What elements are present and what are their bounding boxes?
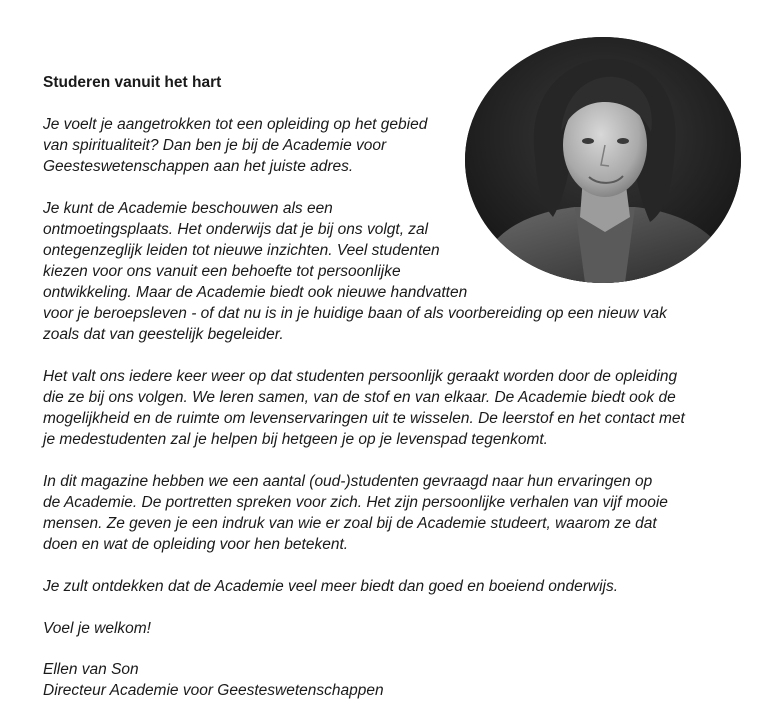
paragraph-1-line-1: Je voelt je aangetrokken tot een opleiding op het gebied [43,116,428,133]
paragraph-2-line-6: voor je beroepsleven - of dat nu is in je huidige baan of als voorbereiding op een nieuw vak [43,305,667,322]
paragraph-3-line-4: je medestudenten zal je helpen bij hetgeen je op je levenspad tegenkomt. [43,431,548,448]
paragraph-1-line-3: Geesteswetenschappen aan het juiste adres. [43,158,354,175]
paragraph-4-line-1: In dit magazine hebben we een aantal (oud-)studenten gevraagd naar hun ervaringen op [43,473,653,490]
signature-role: Directeur Academie voor Geesteswetenschappen [43,682,384,699]
paragraph-2-line-4: kiezen voor ons vanuit een behoefte tot persoonlijke [43,263,401,280]
paragraph-4-line-2: de Academie. De portretten spreken voor zich. Het zijn persoonlijke verhalen van vijf mooie [43,494,668,511]
paragraph-4-line-3: mensen. Ze geven je een indruk van wie er zoal bij de Academie studeert, waarom ze dat [43,515,657,532]
article-title: Studeren vanuit het hart [43,74,222,91]
paragraph-2-line-7: zoals dat van geestelijk begeleider. [43,326,284,343]
paragraph-3-line-3: mogelijkheid en de ruimte om levenservaringen uit te wisselen. De leerstof en het contact met [43,410,685,427]
portrait-photo-icon [465,37,741,283]
paragraph-3-line-2: die ze bij ons volgen. We leren samen, van de stof en van elkaar. De Academie biedt ook de [43,389,676,406]
signature-name: Ellen van Son [43,661,139,678]
closing-greeting: Voel je welkom! [43,620,151,637]
paragraph-2-line-3: ontegenzeglijk leiden tot nieuwe inzichten. Veel studenten [43,242,440,259]
paragraph-2-line-1: Je kunt de Academie beschouwen als een [43,200,333,217]
paragraph-2-line-2: ontmoetingsplaats. Het onderwijs dat je bij ons volgt, zal [43,221,429,238]
portrait-photo [465,37,741,283]
paragraph-2-line-5: ontwikkeling. Maar de Academie biedt ook nieuwe handvatten [43,284,468,301]
paragraph-5-line-1: Je zult ontdekken dat de Academie veel meer biedt dan goed en boeiend onderwijs. [43,578,619,595]
paragraph-4-line-4: doen en wat de opleiding voor hen betekent. [43,536,349,553]
paragraph-3-line-1: Het valt ons iedere keer weer op dat studenten persoonlijk geraakt worden door de opleiding [43,368,678,385]
paragraph-1-line-2: van spiritualiteit? Dan ben je bij de Academie voor [43,137,387,154]
